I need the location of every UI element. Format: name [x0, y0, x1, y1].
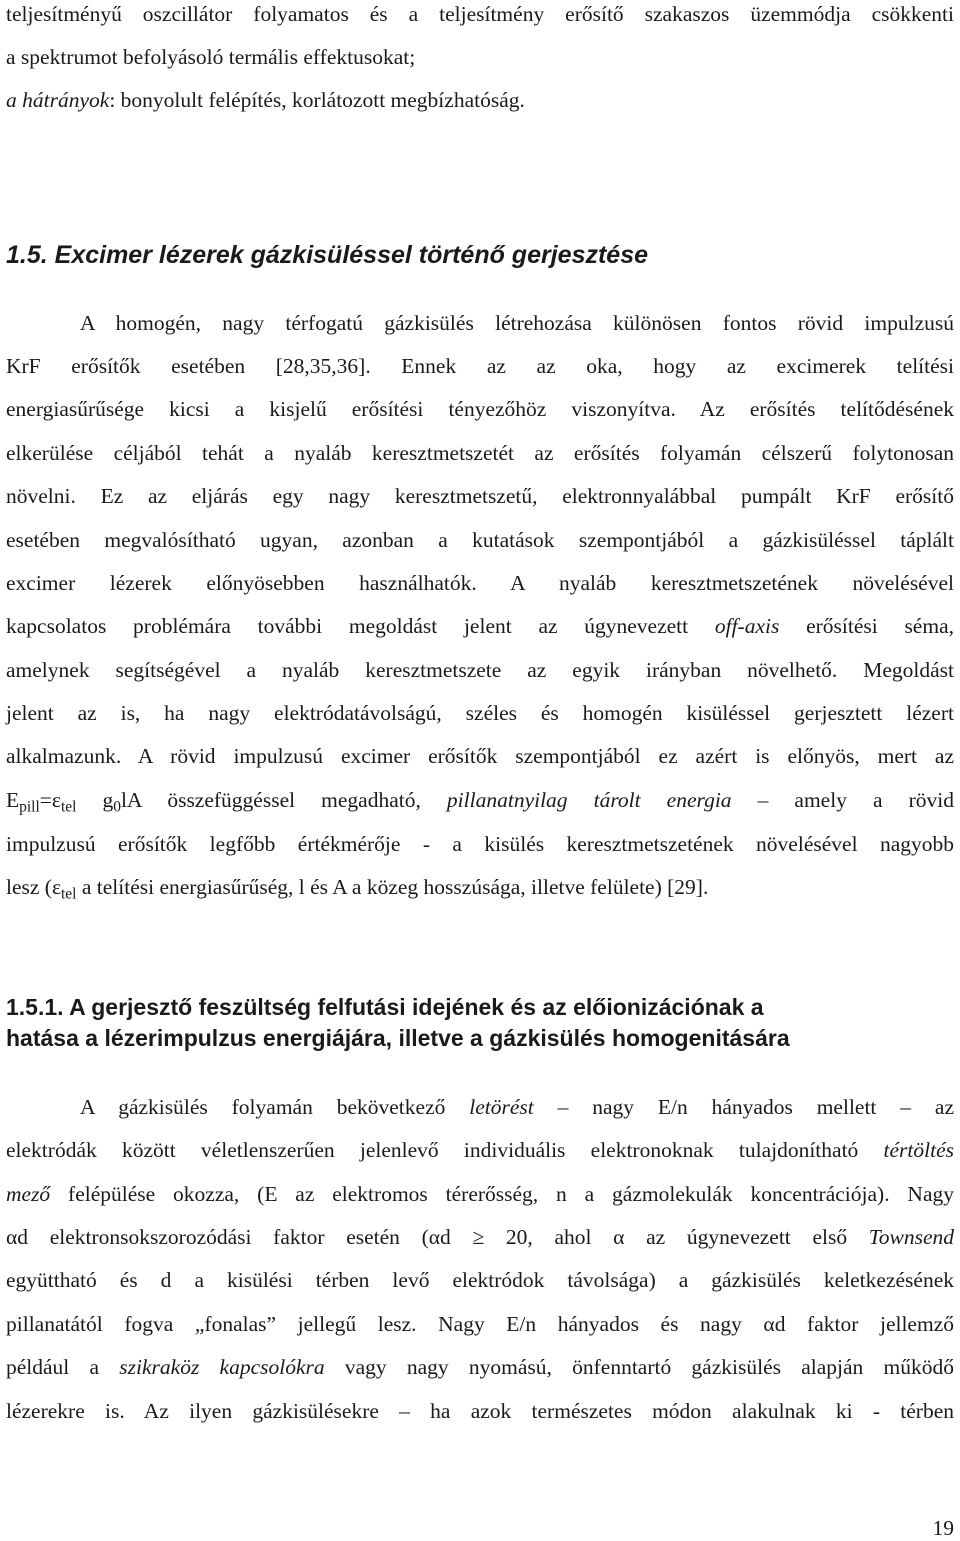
paragraph-line: alkalmazunk. A rövid impulzusú excimer erősítők szempontjából ez azért is előnyös, mert az	[6, 744, 954, 768]
townsend-term: Townsend	[868, 1225, 954, 1249]
paragraph-line: jelent az is, ha nagy elektródatávolságú, széles és homogén kisüléssel gerjesztett lézert	[6, 701, 954, 725]
stored-energy-term: pillanatnyilag tárolt energia	[446, 788, 732, 812]
intro-line-3	[6, 90, 954, 112]
space-charge-term: tértöltés	[883, 1138, 954, 1162]
spark-gap-term: szikraköz kapcsolókra	[119, 1355, 325, 1379]
paragraph-line: elkerülése céljából tehát a nyaláb keresztmetszetét az erősítés folyamán célszerű folytonosan	[6, 441, 954, 465]
paragraph-line: lesz ($\varepsilon_{tel}$ a telítési energiasűrűség, l és A a közeg hosszúsága, illetve felülete) [29].	[6, 875, 709, 903]
paragraph-line: KrF erősítők esetében [28,35,36]. Ennek az az oka, hogy az excimerek telítési	[6, 354, 954, 378]
paragraph-line: lézerekre is. Az ilyen gázkisülésekre – ha azok természetes módon alakulnak ki - térben	[6, 1399, 954, 1423]
paragraph-line: A homogén, nagy térfogatú gázkisülés létrehozása különösen fontos rövid impulzusú	[80, 311, 954, 335]
paragraph-line: A gázkisülés folyamán bekövetkező letörést – nagy E/n hányados mellett – az	[80, 1095, 954, 1119]
breakdown-term: letörést	[469, 1095, 534, 1119]
paragraph-line: impulzusú erősítők legfőbb értékmérője - a kisülés keresztmetszetének növelésével nagyobb	[6, 832, 954, 856]
intro-line-2: a spektrumot befolyásoló termális effektusokat;	[6, 45, 416, 69]
field-term: mező	[6, 1182, 51, 1206]
paragraph-line: elektródák között véletlenszerűen jelenlevő individuális elektronoknak tulajdonítható tértöltés	[6, 1138, 954, 1162]
drawbacks-label: a hátrányok	[6, 88, 110, 112]
paragraph-line: excimer lézerek előnyösebben használhatók. A nyaláb keresztmetszetének növelésével	[6, 571, 954, 595]
paragraph-line: αd elektronsokszorozódási faktor esetén (αd ≥ 20, ahol α az úgynevezett első Townsend	[6, 1225, 954, 1249]
paragraph-line: amelynek segítségével a nyaláb keresztmetszete az egyik irányban növelhető. Megoldást	[6, 658, 954, 682]
paragraph-line: esetében megvalósítható ugyan, azonban a kutatások szempontjából a gázkisüléssel táplált	[6, 528, 954, 552]
paragraph-line-formula: $E_{pill}=\varepsilon_{tel}$ $g_0lA$ összefüggéssel megadható, pillanatnyilag tárolt energia – amely a rövid	[6, 788, 954, 816]
section-heading-1-5: 1.5. Excimer lézerek gázkisüléssel történő gerjesztése	[6, 241, 649, 269]
section-heading-1-5-1-line1: 1.5.1. A gerjesztő feszültség felfutási idejének és az előionizációnak a	[6, 994, 764, 1020]
intro-line-1: teljesítményű oszcillátor folyamatos és a teljesítmény erősítő szakaszos üzemmódja csökkenti	[6, 2, 954, 26]
paragraph-line: együttható és d a kisülési térben levő elektródok távolsága) a gázkisülés keletkezésének	[6, 1268, 954, 1292]
paragraph-line: mező felépülése okozza, (E az elektromos térerősség, n a gázmolekulák koncentrációja). Nagy	[6, 1182, 954, 1206]
paragraph-line: pillanatától fogva „fonalas” jellegű lesz. Nagy E/n hányados és nagy αd faktor jellemző	[6, 1312, 954, 1336]
drawbacks-text: : bonyolult felépítés, korlátozott megbízhatóság.	[109, 88, 525, 112]
paragraph-line: energiasűrűsége kicsi a kisjelű erősítési tényezőhöz viszonyítva. Az erősítés telítődésének	[6, 397, 954, 421]
page-number: 19	[932, 1516, 954, 1540]
paragraph-line: növelni. Ez az eljárás egy nagy keresztmetszetű, elektronnyalábbal pumpált KrF erősítő	[6, 484, 954, 508]
paragraph-line: például a szikraköz kapcsolókra vagy nagy nyomású, önfenntartó gázkisülés alapján működő	[6, 1355, 954, 1379]
paragraph-line: kapcsolatos problémára további megoldást jelent az úgynevezett off-axis erősítési séma,	[6, 614, 954, 638]
section-heading-1-5-1-line2: hatása a lézerimpulzus energiájára, illetve a gázkisülés homogenitására	[6, 1025, 790, 1051]
off-axis-term: off-axis	[714, 614, 780, 638]
